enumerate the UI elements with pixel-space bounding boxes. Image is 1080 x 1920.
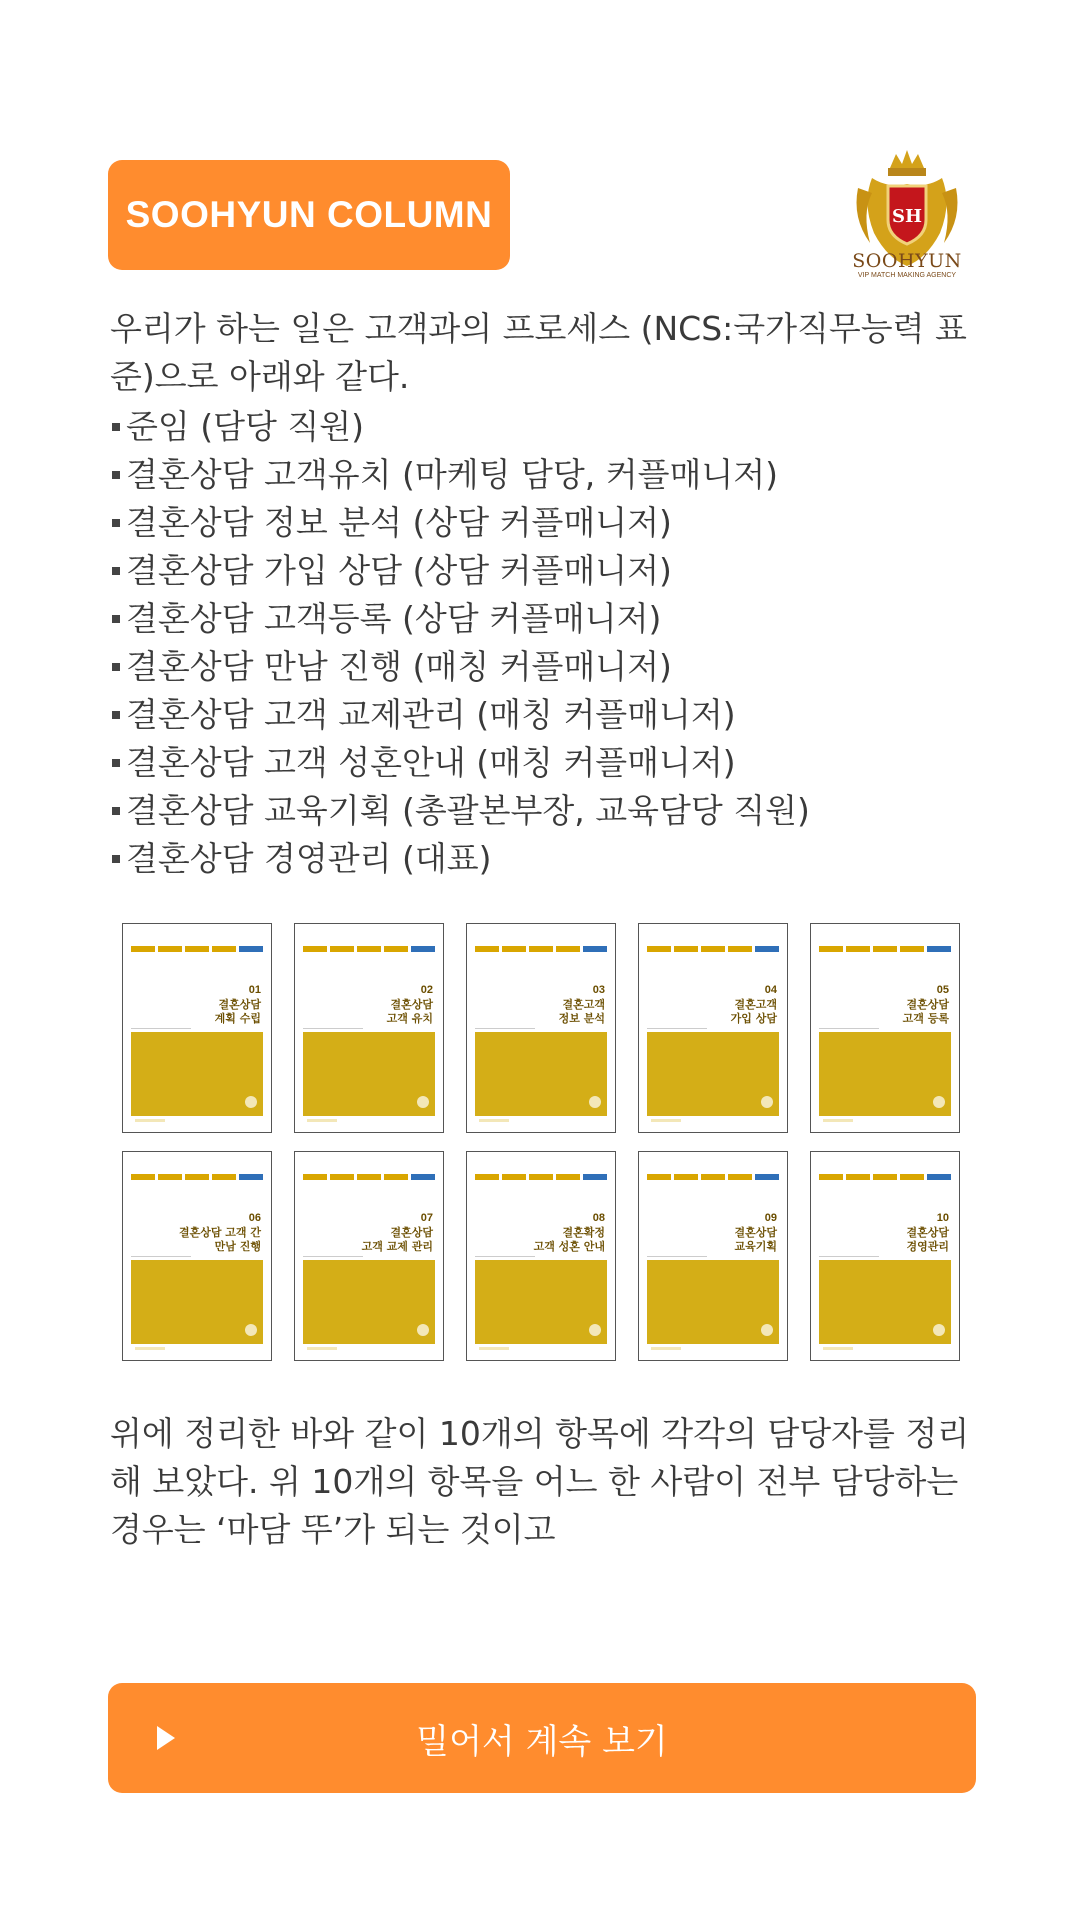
thumbnail-title: 결혼상담 고객 등록 [902,998,949,1025]
logo-wordmark: SOOHYUN [852,250,962,272]
list-item-text: 결혼상담 고객유치 (마케팅 담당, 커플매니저) [126,455,779,494]
thumbnail-title: 결혼고객 가입 상담 [730,998,777,1025]
list-item [110,547,1010,595]
emblem-icon [245,1324,257,1336]
list-item [110,499,1010,547]
thumbnail-footer-mark [823,1119,853,1122]
ncs-thumbnail [638,923,788,1133]
thumbnail-number: 10 [936,1212,949,1224]
emblem-icon [761,1324,773,1336]
thumbnail-number: 02 [420,984,433,996]
thumbnail-divider [819,1028,879,1029]
thumbnail-number: 09 [764,1212,777,1224]
ncs-thumbnail [294,923,444,1133]
thumbnail-footer-mark [135,1347,165,1350]
bullet-icon [112,759,120,767]
ncs-thumbnail [122,1151,272,1361]
list-item-text: 결혼상담 경영관리 (대표) [126,839,492,878]
bullet-icon [112,423,120,431]
bullet-icon [112,663,120,671]
emblem-icon [933,1324,945,1336]
bullet-icon [112,471,120,479]
thumbnail-cover-block [131,1260,263,1344]
thumbnail-footer-mark [479,1347,509,1350]
list-item-text: 결혼상담 가입 상담 (상담 커플매니저) [126,551,672,590]
thumbnail-title: 결혼확정 고객 성혼 안내 [533,1226,605,1253]
thumbnail-header-bar [475,938,607,952]
thumbnail-cover-block [131,1032,263,1116]
ncs-thumbnail [122,923,272,1133]
list-item [110,835,1010,883]
emblem-icon [245,1096,257,1108]
thumbnail-number: 08 [592,1212,605,1224]
continue-reading-label: 밀어서 계속 보기 [416,1721,668,1762]
thumbnail-title: 결혼상담 고객 간 만남 진행 [178,1226,261,1253]
thumbnail-footer-mark [307,1119,337,1122]
ncs-thumbnail [810,1151,960,1361]
play-icon [157,1726,175,1750]
thumbnail-divider [647,1028,707,1029]
process-list [110,403,1010,883]
thumbnail-header-bar [131,938,263,952]
thumbnail-divider [131,1028,191,1029]
thumbnail-footer-mark [307,1347,337,1350]
thumbnail-divider [131,1256,191,1257]
list-item-text: 준임 (담당 직원) [126,407,364,446]
list-item [110,403,1010,451]
list-item-text: 결혼상담 정보 분석 (상담 커플매니저) [126,503,672,542]
list-item-text: 결혼상담 고객등록 (상담 커플매니저) [126,599,662,638]
emblem-icon [417,1096,429,1108]
thumbnail-divider [819,1256,879,1257]
thumbnail-header-bar [819,938,951,952]
continue-reading-button[interactable] [108,1683,976,1793]
ncs-thumbnail [294,1151,444,1361]
thumbnail-number: 07 [420,1212,433,1224]
thumbnail-number: 04 [764,984,777,996]
thumbnail-title: 결혼상담 고객 유치 [386,998,433,1025]
thumbnail-footer-mark [135,1119,165,1122]
thumbnail-title: 결혼상담 경영관리 [906,1226,949,1253]
thumbnail-cover-block [819,1260,951,1344]
thumbnail-footer-mark [479,1119,509,1122]
column-badge: SOOHYUN COLUMN [108,160,510,270]
list-item [110,787,1010,835]
ncs-thumbnail [466,1151,616,1361]
bullet-icon [112,711,120,719]
thumbnail-title: 결혼고객 정보 분석 [558,998,605,1025]
thumbnail-cover-block [303,1032,435,1116]
emblem-icon [589,1096,601,1108]
thumbnail-cover-block [819,1032,951,1116]
ncs-thumbnail [638,1151,788,1361]
list-item-text: 결혼상담 만남 진행 (매칭 커플매니저) [126,647,672,686]
thumbnail-header-bar [131,1166,263,1180]
thumbnail-cover-block [475,1032,607,1116]
thumbnail-header-bar [475,1166,607,1180]
thumbnail-title: 결혼상담 교육기획 [734,1226,777,1253]
bullet-icon [112,807,120,815]
thumbnail-header-bar [303,1166,435,1180]
bullet-icon [112,615,120,623]
thumbnail-header-bar [647,938,779,952]
logo-monogram: SH [891,206,923,227]
thumbnail-header-bar [647,1166,779,1180]
list-item-text: 결혼상담 교육기획 (총괄본부장, 교육담당 직원) [126,791,810,830]
thumbnail-cover-block [647,1260,779,1344]
thumbnail-divider [303,1256,363,1257]
intro-paragraph: 우리가 하는 일은 고객과의 프로세스 (NCS:국가직무능력 표준)으로 아래와 같다. [110,309,967,396]
logo-tagline: VIP MATCH MAKING AGENCY [857,272,957,279]
ncs-thumbnail [810,923,960,1133]
list-item-text: 결혼상담 고객 교제관리 (매칭 커플매니저) [126,695,736,734]
thumbnail-divider [303,1028,363,1029]
list-item [110,739,1010,787]
bullet-icon [112,855,120,863]
thumbnail-divider [475,1256,535,1257]
thumbnail-footer-mark [651,1347,681,1350]
thumbnail-footer-mark [823,1347,853,1350]
thumbnail-cover-block [475,1260,607,1344]
list-item-text: 결혼상담 고객 성혼안내 (매칭 커플매니저) [126,743,736,782]
thumbnail-title: 결혼상담 계획 수립 [214,998,261,1025]
thumbnail-header-bar [303,938,435,952]
emblem-icon [417,1324,429,1336]
thumbnail-divider [647,1256,707,1257]
list-item [110,643,1010,691]
ncs-thumbnail [466,923,616,1133]
thumbnail-title: 결혼상담 고객 교제 관리 [361,1226,433,1253]
thumbnail-cover-block [303,1260,435,1344]
emblem-icon [933,1096,945,1108]
list-item [110,691,1010,739]
bullet-icon [112,519,120,527]
bullet-icon [112,567,120,575]
thumbnail-number: 03 [592,984,605,996]
list-item [110,595,1010,643]
emblem-icon [589,1324,601,1336]
outro-paragraph: 위에 정리한 바와 같이 10개의 항목에 각각의 담당자를 정리해 보았다. 위 10개의 항목을 어느 한 사람이 전부 담당하는 경우는 ‘마담 뚜’가 되는 것이고 [110,1414,970,1549]
thumbnail-header-bar [819,1166,951,1180]
thumbnail-number: 06 [248,1212,261,1224]
thumbnail-number: 05 [936,984,949,996]
list-item [110,451,1010,499]
thumbnail-divider [475,1028,535,1029]
thumbnail-number: 01 [248,984,261,996]
emblem-icon [761,1096,773,1108]
thumbnail-footer-mark [651,1119,681,1122]
thumbnail-cover-block [647,1032,779,1116]
